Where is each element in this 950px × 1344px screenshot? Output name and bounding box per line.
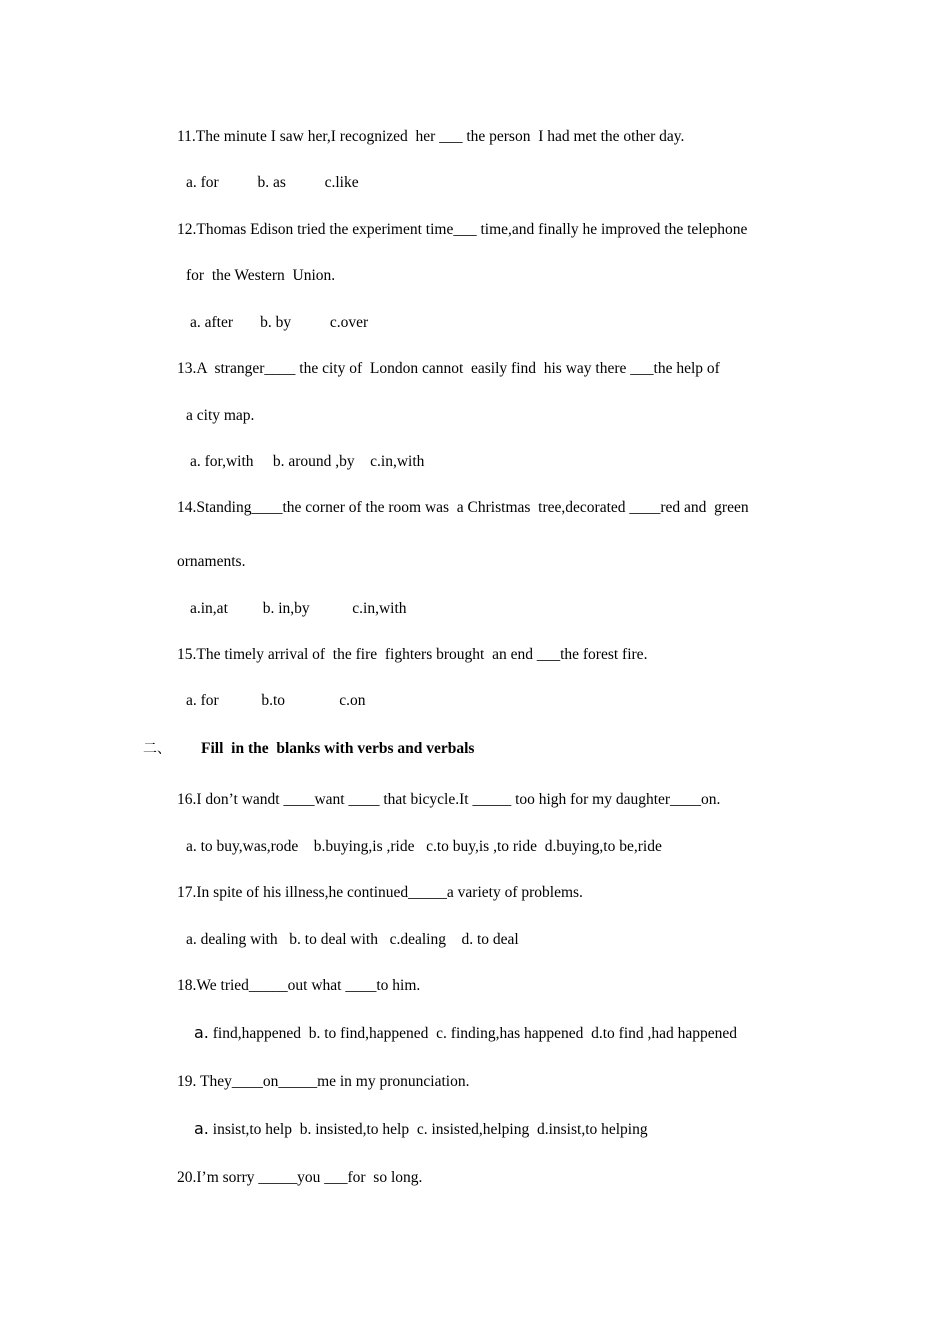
question-15-stem: 15.The timely arrival of the fire fighters brought an end ___the forest fire. [177, 646, 648, 663]
question-12-stem: 12.Thomas Edison tried the experiment time___ time,and finally he improved the telephone [177, 221, 748, 238]
question-12-stem-continued: for the Western Union. [186, 267, 336, 284]
question-19-options [194, 1119, 648, 1140]
question-18-stem: 18.We tried_____out what ____to him. [177, 977, 421, 994]
question-11-options: a. for b. as c.like [186, 174, 359, 191]
option-letter: a. [194, 1023, 209, 1042]
section-title: Fill in the blanks with verbs and verbals [201, 740, 475, 757]
question-19-stem: 19. They____on_____me in my pronunciation. [177, 1073, 470, 1090]
section-number: 二、 [143, 741, 171, 757]
question-13-options: a. for,with b. around ,by c.in,with [190, 453, 425, 470]
question-12-options: a. after b. by c.over [190, 314, 369, 331]
question-16-options: a. to buy,was,rode b.buying,is ,ride c.to buy,is ,to ride d.buying,to be,ride [186, 838, 662, 855]
option-letter: a. [194, 1119, 209, 1138]
question-17-stem: 17.In spite of his illness,he continued_____a variety of problems. [177, 884, 583, 901]
question-14-stem-continued: ornaments. [177, 553, 246, 570]
question-20-stem: 20.I’m sorry _____you ___for so long. [177, 1169, 423, 1186]
question-16-stem: 16.I don’t wandt ____want ____ that bicycle.It _____ too high for my daughter____on. [177, 791, 721, 808]
option-text: insist,to help b. insisted,to help c. insisted,helping d.insist,to helping [208, 1121, 648, 1138]
question-18-options [194, 1023, 737, 1044]
question-13-stem-continued: a city map. [186, 407, 255, 424]
question-14-stem: 14.Standing____the corner of the room was a Christmas tree,decorated ____red and green [177, 499, 749, 516]
question-14-options: a.in,at b. in,by c.in,with [190, 600, 407, 617]
option-text: find,happened b. to find,happened c. finding,has happened d.to find ,had happened [208, 1025, 738, 1042]
question-13-stem: 13.A stranger____ the city of London cannot easily find his way there ___the help of [177, 360, 720, 377]
question-17-options: a. dealing with b. to deal with c.dealing d. to deal [186, 931, 519, 948]
question-11-stem: 11.The minute I saw her,I recognized her ___ the person I had met the other day. [177, 128, 685, 145]
question-15-options: a. for b.to c.on [186, 692, 366, 709]
